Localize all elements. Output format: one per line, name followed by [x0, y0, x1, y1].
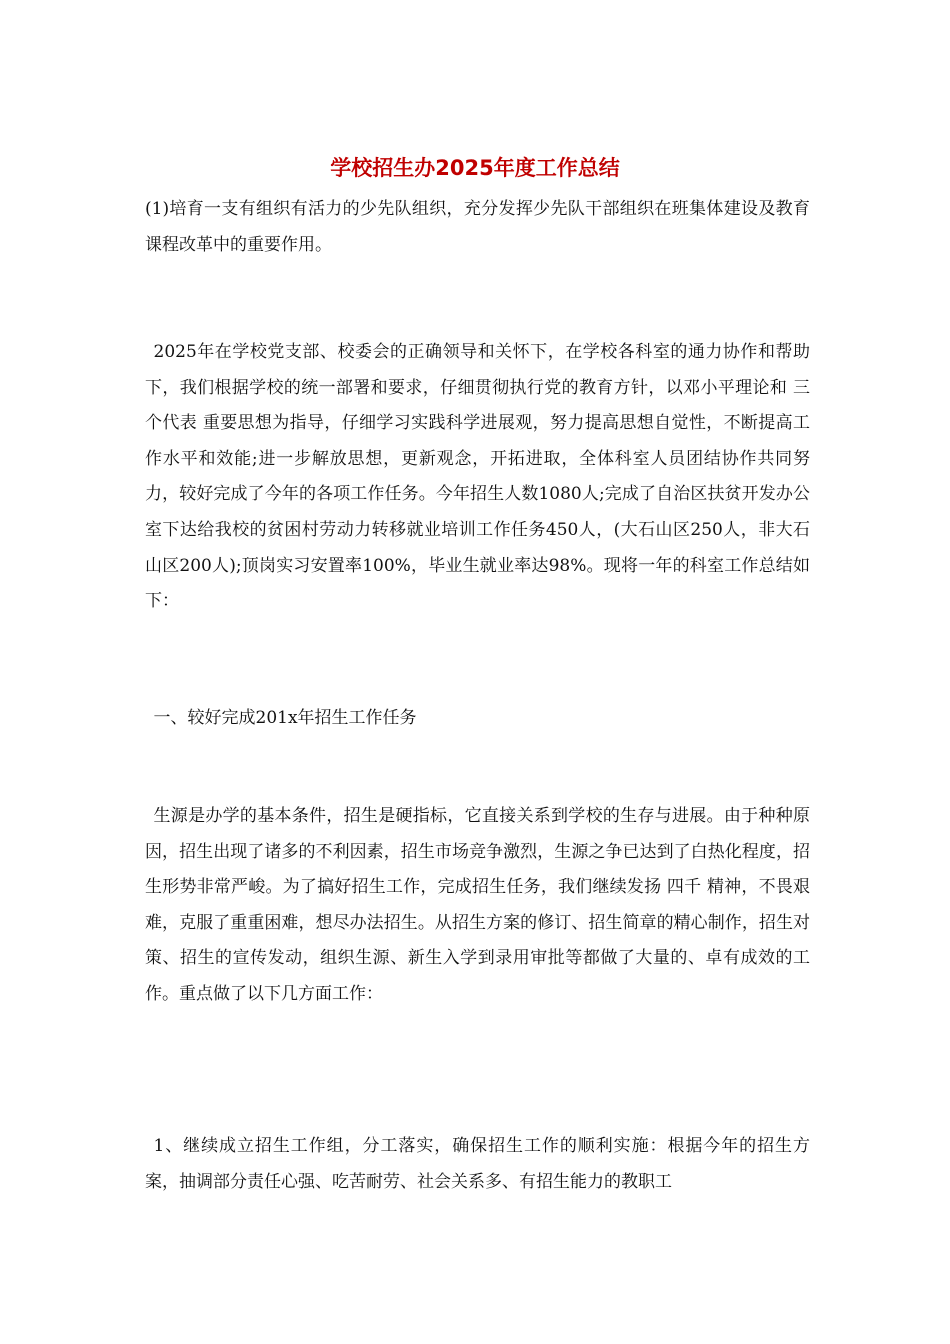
section-heading: 一、较好完成201x年招生工作任务	[153, 708, 417, 728]
paragraph-intro: (1)培育一支有组织有活力的少先队组织，充分发挥少先队干部组织在班集体建设及教育课程改革中的重要作用。	[145, 199, 810, 255]
document-title: 学校招生办2025年度工作总结	[330, 156, 620, 180]
paragraph-summary: 2025年在学校党支部、校委会的正确领导和关怀下，在学校各科室的通力协作和帮助下，我们根据学校的统一部署和要求，仔细贯彻执行党的教育方针，以邓小平理论和 三个代表 重要思想为指导，仔细学习实践科学进展观，努力提高思想自觉性，不断提高工作水平和效能;进一步解放思想，更新观念，开拓进取，全体科室人员团结协作共同努力，较好完成了今年的各项工作任务。今年招生人数1080人;完成了自治区扶贫开发办公室下达给我校的贫困村劳动力转移就业培训工作任务450人，(大石山区250人，非大石山区200人);顶岗实习安置率100%，毕业生就业率达98%。现将一年的科室工作总结如下：	[145, 342, 810, 612]
paragraph-enrollment: 生源是办学的基本条件，招生是硬指标，它直接关系到学校的生存与进展。由于种种原因，招生出现了诸多的不利因素，招生市场竞争激烈，生源之争已达到了白热化程度，招生形势非常严峻。为了搞好招生工作，完成招生任务，我们继续发扬 四千 精神，不畏艰难，克服了重重困难，想尽办法招生。从招生方案的修订、招生简章的精心制作，招生对策、招生的宣传发动，组织生源、新生入学到录用审批等都做了大量的、卓有成效的工作。重点做了以下几方面工作：	[145, 806, 810, 1004]
paragraph-item-1: 1、继续成立招生工作组，分工落实，确保招生工作的顺利实施：根据今年的招生方案，抽调部分责任心强、吃苦耐劳、社会关系多、有招生能力的教职工	[145, 1136, 810, 1192]
